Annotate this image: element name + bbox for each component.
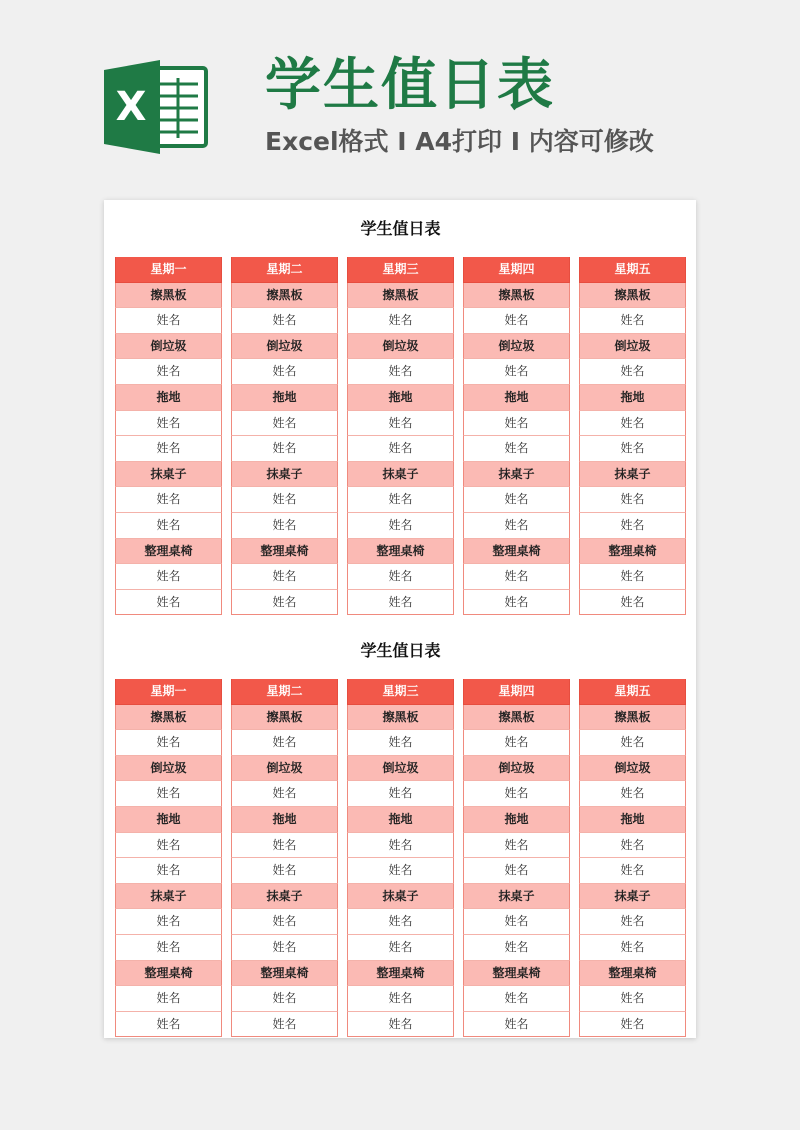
name-cell: 姓名 bbox=[463, 308, 570, 334]
name-cell: 姓名 bbox=[347, 411, 454, 437]
name-cell: 姓名 bbox=[579, 564, 686, 590]
day-column bbox=[347, 679, 454, 1037]
name-cell: 姓名 bbox=[115, 935, 222, 961]
name-cell: 姓名 bbox=[347, 909, 454, 935]
day-header: 星期四 bbox=[463, 257, 570, 283]
logo-letter: X bbox=[115, 84, 147, 130]
name-cell: 姓名 bbox=[231, 909, 338, 935]
task-cell: 倒垃圾 bbox=[579, 756, 686, 782]
task-cell: 拖地 bbox=[231, 385, 338, 411]
name-cell: 姓名 bbox=[463, 986, 570, 1012]
task-cell: 擦黑板 bbox=[231, 283, 338, 309]
day-header: 星期五 bbox=[579, 257, 686, 283]
task-cell: 整理桌椅 bbox=[231, 961, 338, 987]
task-cell: 抹桌子 bbox=[579, 884, 686, 910]
name-cell: 姓名 bbox=[579, 1012, 686, 1038]
name-cell: 姓名 bbox=[231, 436, 338, 462]
name-cell: 姓名 bbox=[347, 833, 454, 859]
name-cell: 姓名 bbox=[115, 359, 222, 385]
name-cell: 姓名 bbox=[347, 781, 454, 807]
task-cell: 整理桌椅 bbox=[347, 539, 454, 565]
name-cell: 姓名 bbox=[579, 781, 686, 807]
name-cell: 姓名 bbox=[463, 564, 570, 590]
task-cell: 抹桌子 bbox=[231, 462, 338, 488]
task-cell: 抹桌子 bbox=[347, 884, 454, 910]
name-cell: 姓名 bbox=[347, 730, 454, 756]
name-cell: 姓名 bbox=[115, 564, 222, 590]
name-cell: 姓名 bbox=[347, 935, 454, 961]
day-column bbox=[231, 679, 338, 1037]
day-header: 星期一 bbox=[115, 257, 222, 283]
name-cell: 姓名 bbox=[579, 730, 686, 756]
task-cell: 倒垃圾 bbox=[347, 334, 454, 360]
name-cell: 姓名 bbox=[231, 730, 338, 756]
name-cell: 姓名 bbox=[115, 487, 222, 513]
task-cell: 擦黑板 bbox=[579, 705, 686, 731]
task-cell: 抹桌子 bbox=[231, 884, 338, 910]
name-cell: 姓名 bbox=[347, 436, 454, 462]
day-header: 星期五 bbox=[579, 679, 686, 705]
day-column bbox=[579, 257, 686, 615]
name-cell: 姓名 bbox=[579, 935, 686, 961]
name-cell: 姓名 bbox=[231, 308, 338, 334]
task-cell: 抹桌子 bbox=[115, 884, 222, 910]
task-cell: 倒垃圾 bbox=[463, 756, 570, 782]
task-cell: 擦黑板 bbox=[231, 705, 338, 731]
name-cell: 姓名 bbox=[347, 564, 454, 590]
excel-logo-icon bbox=[100, 58, 210, 156]
name-cell: 姓名 bbox=[463, 1012, 570, 1038]
day-column bbox=[347, 257, 454, 615]
name-cell: 姓名 bbox=[579, 513, 686, 539]
name-cell: 姓名 bbox=[347, 986, 454, 1012]
task-cell: 擦黑板 bbox=[115, 705, 222, 731]
name-cell: 姓名 bbox=[231, 487, 338, 513]
name-cell: 姓名 bbox=[115, 436, 222, 462]
name-cell: 姓名 bbox=[579, 487, 686, 513]
task-cell: 拖地 bbox=[463, 385, 570, 411]
name-cell: 姓名 bbox=[579, 833, 686, 859]
task-cell: 抹桌子 bbox=[579, 462, 686, 488]
name-cell: 姓名 bbox=[347, 487, 454, 513]
task-cell: 拖地 bbox=[579, 385, 686, 411]
task-cell: 整理桌椅 bbox=[115, 961, 222, 987]
task-cell: 擦黑板 bbox=[347, 283, 454, 309]
name-cell: 姓名 bbox=[463, 487, 570, 513]
name-cell: 姓名 bbox=[463, 590, 570, 616]
day-header: 星期四 bbox=[463, 679, 570, 705]
task-cell: 整理桌椅 bbox=[115, 539, 222, 565]
day-header: 星期二 bbox=[231, 679, 338, 705]
task-cell: 倒垃圾 bbox=[231, 756, 338, 782]
name-cell: 姓名 bbox=[463, 730, 570, 756]
task-cell: 倒垃圾 bbox=[463, 334, 570, 360]
name-cell: 姓名 bbox=[347, 308, 454, 334]
task-cell: 整理桌椅 bbox=[579, 539, 686, 565]
task-cell: 抹桌子 bbox=[463, 884, 570, 910]
name-cell: 姓名 bbox=[115, 411, 222, 437]
name-cell: 姓名 bbox=[115, 513, 222, 539]
task-cell: 整理桌椅 bbox=[463, 961, 570, 987]
name-cell: 姓名 bbox=[347, 590, 454, 616]
day-column bbox=[463, 679, 570, 1037]
name-cell: 姓名 bbox=[115, 1012, 222, 1038]
day-column bbox=[115, 257, 222, 615]
name-cell: 姓名 bbox=[579, 359, 686, 385]
task-cell: 拖地 bbox=[231, 807, 338, 833]
day-column bbox=[579, 679, 686, 1037]
name-cell: 姓名 bbox=[579, 308, 686, 334]
task-cell: 拖地 bbox=[463, 807, 570, 833]
task-cell: 倒垃圾 bbox=[115, 756, 222, 782]
name-cell: 姓名 bbox=[579, 436, 686, 462]
name-cell: 姓名 bbox=[463, 909, 570, 935]
task-cell: 拖地 bbox=[115, 385, 222, 411]
task-cell: 擦黑板 bbox=[463, 705, 570, 731]
name-cell: 姓名 bbox=[115, 858, 222, 884]
name-cell: 姓名 bbox=[463, 436, 570, 462]
name-cell: 姓名 bbox=[231, 833, 338, 859]
day-header: 星期三 bbox=[347, 257, 454, 283]
page-title: 学生值日表 bbox=[265, 53, 555, 118]
name-cell: 姓名 bbox=[115, 730, 222, 756]
name-cell: 姓名 bbox=[347, 513, 454, 539]
name-cell: 姓名 bbox=[231, 590, 338, 616]
task-cell: 整理桌椅 bbox=[231, 539, 338, 565]
page-subtitle: Excel格式 I A4打印 I 内容可修改 bbox=[265, 127, 654, 156]
task-cell: 倒垃圾 bbox=[115, 334, 222, 360]
task-cell: 拖地 bbox=[347, 807, 454, 833]
name-cell: 姓名 bbox=[115, 308, 222, 334]
task-cell: 整理桌椅 bbox=[579, 961, 686, 987]
document-page bbox=[104, 200, 696, 1038]
name-cell: 姓名 bbox=[231, 359, 338, 385]
name-cell: 姓名 bbox=[463, 781, 570, 807]
name-cell: 姓名 bbox=[115, 833, 222, 859]
name-cell: 姓名 bbox=[463, 359, 570, 385]
name-cell: 姓名 bbox=[115, 986, 222, 1012]
task-cell: 擦黑板 bbox=[347, 705, 454, 731]
name-cell: 姓名 bbox=[231, 411, 338, 437]
task-cell: 擦黑板 bbox=[463, 283, 570, 309]
name-cell: 姓名 bbox=[579, 986, 686, 1012]
name-cell: 姓名 bbox=[463, 858, 570, 884]
name-cell: 姓名 bbox=[579, 590, 686, 616]
task-cell: 倒垃圾 bbox=[579, 334, 686, 360]
task-cell: 抹桌子 bbox=[347, 462, 454, 488]
name-cell: 姓名 bbox=[579, 411, 686, 437]
day-header: 星期一 bbox=[115, 679, 222, 705]
section-title: 学生值日表 bbox=[360, 641, 441, 660]
task-cell: 抹桌子 bbox=[463, 462, 570, 488]
task-cell: 倒垃圾 bbox=[231, 334, 338, 360]
name-cell: 姓名 bbox=[231, 781, 338, 807]
name-cell: 姓名 bbox=[231, 1012, 338, 1038]
name-cell: 姓名 bbox=[463, 833, 570, 859]
name-cell: 姓名 bbox=[463, 513, 570, 539]
task-cell: 整理桌椅 bbox=[463, 539, 570, 565]
day-column bbox=[463, 257, 570, 615]
task-cell: 擦黑板 bbox=[115, 283, 222, 309]
day-header: 星期二 bbox=[231, 257, 338, 283]
page-header bbox=[0, 0, 800, 200]
task-cell: 拖地 bbox=[579, 807, 686, 833]
section-title: 学生值日表 bbox=[360, 219, 441, 238]
task-cell: 抹桌子 bbox=[115, 462, 222, 488]
day-header: 星期三 bbox=[347, 679, 454, 705]
name-cell: 姓名 bbox=[463, 411, 570, 437]
name-cell: 姓名 bbox=[115, 781, 222, 807]
task-cell: 拖地 bbox=[347, 385, 454, 411]
name-cell: 姓名 bbox=[347, 1012, 454, 1038]
name-cell: 姓名 bbox=[231, 858, 338, 884]
task-cell: 倒垃圾 bbox=[347, 756, 454, 782]
name-cell: 姓名 bbox=[579, 909, 686, 935]
task-cell: 整理桌椅 bbox=[347, 961, 454, 987]
name-cell: 姓名 bbox=[115, 909, 222, 935]
day-column bbox=[231, 257, 338, 615]
name-cell: 姓名 bbox=[347, 858, 454, 884]
name-cell: 姓名 bbox=[231, 564, 338, 590]
name-cell: 姓名 bbox=[231, 986, 338, 1012]
name-cell: 姓名 bbox=[115, 590, 222, 616]
name-cell: 姓名 bbox=[347, 359, 454, 385]
name-cell: 姓名 bbox=[579, 858, 686, 884]
name-cell: 姓名 bbox=[231, 513, 338, 539]
name-cell: 姓名 bbox=[231, 935, 338, 961]
day-column bbox=[115, 679, 222, 1037]
name-cell: 姓名 bbox=[463, 935, 570, 961]
task-cell: 拖地 bbox=[115, 807, 222, 833]
task-cell: 擦黑板 bbox=[579, 283, 686, 309]
